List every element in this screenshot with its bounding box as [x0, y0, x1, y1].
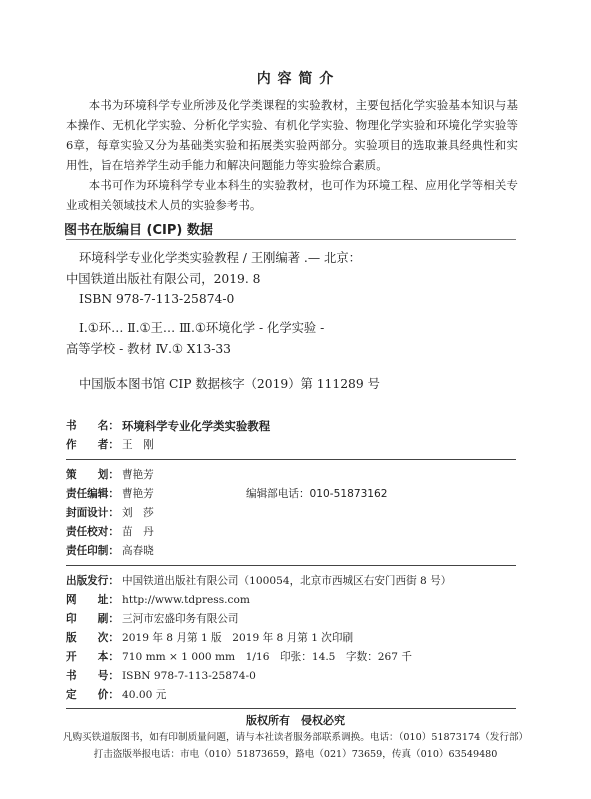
cip-line-1: 环境科学专业化学类实验教程 / 王刚编著 .— 北京： [79, 251, 361, 265]
publication-label: 定 价： [66, 689, 119, 701]
publication-label: 网 址： [66, 594, 119, 606]
publication-divider [66, 708, 516, 709]
book-title-label: 书 名： [66, 420, 119, 432]
summary-title: 内 容 简 介 [256, 71, 335, 87]
publication-value: 710 mm × 1 000 mm 1/16 印张：14.5 字数：267 千 [122, 651, 412, 663]
staff-value: 刘 莎 [122, 507, 154, 519]
staff-label: 封面设计： [66, 507, 119, 519]
publication-label: 开 本： [66, 651, 119, 663]
copyright-heading: 版权所有 侵权必究 [246, 714, 345, 727]
publication-value: 三河市宏盛印务有限公司 [122, 613, 239, 625]
staff-value: 曹艳芳 [122, 488, 154, 500]
cip-classification-2: 高等学校 - 教材 Ⅳ.① X13-33 [66, 342, 231, 356]
cip-heading: 图书在版编目 (CIP) 数据 [64, 223, 213, 238]
publication-label: 版 次： [66, 632, 119, 644]
staff-label: 责任校对： [66, 526, 119, 538]
copyright-line-2: 打击盗版举报电话：市电（010）51873659，路电（021）73659，传真（010）63549480 [93, 749, 498, 760]
copyright-line-1: 凡购买铁道版图书，如有印制质量问题，请与本社读者服务部联系调换。电话：（010）51873174（发行部） [62, 732, 529, 743]
summary-paragraph-2: 本书可作为环境科学专业本科生的实验教材，也可作为环境工程、应用化学等相关专业或相关领域技术人员的实验参考书。 [66, 178, 518, 212]
staff-divider [66, 565, 516, 566]
publication-value: 2019 年 8 月第 1 版 2019 年 8 月第 1 次印刷 [122, 632, 354, 644]
editorial-phone: 编辑部电话：010-51873162 [246, 488, 388, 500]
cip-line-2: 中国铁道出版社有限公司，2019. 8 [66, 272, 261, 286]
staff-value: 高春晓 [122, 545, 154, 557]
publication-label: 印 刷： [66, 613, 119, 625]
cip-line-3: ISBN 978-7-113-25874-0 [79, 292, 235, 306]
publication-label: 书 号： [66, 670, 119, 682]
staff-label: 策 划： [66, 469, 119, 481]
staff-label: 责任编辑： [66, 488, 119, 500]
publication-label: 出版发行： [66, 575, 119, 587]
cip-classification-1: Ⅰ.①环… Ⅱ.①王… Ⅲ.①环境化学 - 化学实验 - [79, 321, 325, 335]
summary-paragraph-1: 本书为环境科学专业所涉及化学类课程的实验教材，主要包括化学实验基本知识与基本操作、无机化学实验、分析化学实验、有机化学实验、物理化学实验和环境化学实验等6章，每章实验又分为基础类实验和拓展类实验两部分。实验项目的选取兼具经典性和实用性，旨在培养学生动手能力和解决问题能力等实验综合素质。 [66, 98, 518, 172]
staff-value: 曹艳芳 [122, 469, 154, 481]
publication-value: ISBN 978-7-113-25874-0 [122, 670, 256, 682]
publication-value: 40.00 元 [122, 689, 167, 701]
cip-record: 中国版本图书馆 CIP 数据核字（2019）第 111289 号 [79, 377, 380, 391]
author: 王 刚 [122, 439, 154, 451]
author-label: 作 者： [66, 439, 119, 451]
book-divider [66, 459, 516, 460]
cip-divider [66, 239, 516, 240]
book-title: 环境科学专业化学类实验教程 [122, 419, 271, 433]
publication-value: 中国铁道出版社有限公司（100054，北京市西城区右安门西街 8 号） [122, 575, 452, 587]
staff-value: 苗 丹 [122, 526, 154, 538]
staff-label: 责任印制： [66, 545, 119, 557]
publication-value: http://www.tdpress.com [122, 594, 250, 606]
summary-text [66, 95, 518, 215]
